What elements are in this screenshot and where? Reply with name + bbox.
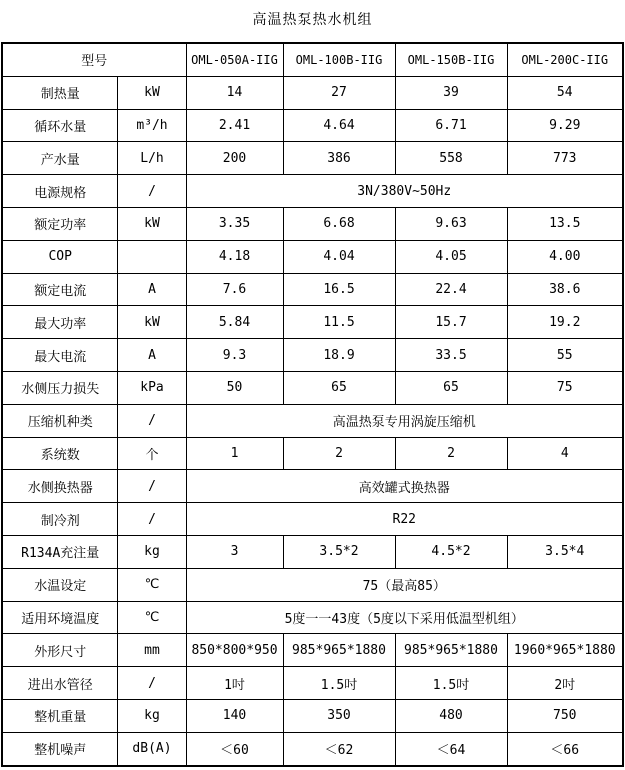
spec-row-unit: ℃ (118, 568, 186, 601)
spec-row-value: 4 (507, 437, 623, 470)
spec-row-unit: kW (118, 207, 186, 240)
spec-row-label: 水温设定 (2, 568, 118, 601)
spec-row-unit: kg (118, 699, 186, 732)
table-row (2, 732, 623, 765)
spec-row-value: 350 (283, 699, 395, 732)
spec-row-value: 6.71 (395, 109, 507, 142)
spec-row-merged-value: 高温热泵专用涡旋压缩机 (186, 404, 623, 437)
spec-row-value: 4.18 (186, 240, 283, 273)
spec-row-unit: / (118, 503, 186, 536)
spec-table (1, 42, 624, 767)
spec-row-value: 773 (507, 142, 623, 175)
spec-row-label: 制冷剂 (2, 503, 118, 536)
spec-row-merged-value: 3N/380V~50Hz (186, 175, 623, 208)
model-name-oml-200c: OML-200C-IIG (507, 43, 623, 76)
spec-row-value: 9.3 (186, 339, 283, 372)
spec-row-value: 3.35 (186, 207, 283, 240)
model-name-oml-100b: OML-100B-IIG (283, 43, 395, 76)
table-row (2, 207, 623, 240)
spec-row-value: 386 (283, 142, 395, 175)
table-row (2, 306, 623, 339)
spec-row-value: 2.41 (186, 109, 283, 142)
spec-row-value: 19.2 (507, 306, 623, 339)
spec-row-unit: A (118, 339, 186, 372)
table-row (2, 240, 623, 273)
spec-row-label: 产水量 (2, 142, 118, 175)
spec-row-label: 最大功率 (2, 306, 118, 339)
spec-row-value: 6.68 (283, 207, 395, 240)
spec-row-unit: m³/h (118, 109, 186, 142)
spec-row-label: 压缩机种类 (2, 404, 118, 437)
spec-row-value: 4.5*2 (395, 535, 507, 568)
spec-row-value: 1吋 (186, 667, 283, 700)
spec-row-value: 1960*965*1880 (507, 634, 623, 667)
spec-row-value: 985*965*1880 (283, 634, 395, 667)
spec-row-label: COP (2, 240, 118, 273)
model-name-oml-150b: OML-150B-IIG (395, 43, 507, 76)
spec-row-label: 水侧压力损失 (2, 371, 118, 404)
spec-row-merged-value: 75（最高85） (186, 568, 623, 601)
spec-row-value: 1.5吋 (283, 667, 395, 700)
spec-row-label: 水侧换热器 (2, 470, 118, 503)
spec-row-value: 2吋 (507, 667, 623, 700)
spec-row-unit: ℃ (118, 601, 186, 634)
table-row (2, 273, 623, 306)
spec-row-value: 1 (186, 437, 283, 470)
table-row (2, 109, 623, 142)
table-row (2, 568, 623, 601)
spec-row-value: 5.84 (186, 306, 283, 339)
spec-row-value: 39 (395, 76, 507, 109)
table-row (2, 634, 623, 667)
spec-row-value: 4.64 (283, 109, 395, 142)
spec-row-value: 33.5 (395, 339, 507, 372)
spec-row-value: 200 (186, 142, 283, 175)
spec-row-unit: kW (118, 76, 186, 109)
table-row (2, 339, 623, 372)
spec-row-unit: / (118, 667, 186, 700)
spec-row-value: 985*965*1880 (395, 634, 507, 667)
spec-row-value: 50 (186, 371, 283, 404)
table-row (2, 535, 623, 568)
spec-row-value: 4.04 (283, 240, 395, 273)
table-row (2, 142, 623, 175)
spec-row-label: 系统数 (2, 437, 118, 470)
model-header-label: 型号 (2, 43, 186, 76)
spec-row-value: 3 (186, 535, 283, 568)
spec-row-value: ＜62 (283, 732, 395, 765)
spec-row-value: 14 (186, 76, 283, 109)
spec-row-value: 3.5*4 (507, 535, 623, 568)
table-row (2, 667, 623, 700)
spec-row-value: 850*800*950 (186, 634, 283, 667)
spec-row-unit: A (118, 273, 186, 306)
spec-row-value: 3.5*2 (283, 535, 395, 568)
page-title: 高温热泵热水机组 (252, 12, 373, 28)
spec-row-label: 制热量 (2, 76, 118, 109)
table-row (2, 404, 623, 437)
spec-row-value: 38.6 (507, 273, 623, 306)
spec-row-value: 16.5 (283, 273, 395, 306)
spec-row-value: ＜66 (507, 732, 623, 765)
spec-row-value: 55 (507, 339, 623, 372)
spec-row-unit: / (118, 470, 186, 503)
spec-row-unit: dB(A) (118, 732, 186, 765)
spec-row-unit: L/h (118, 142, 186, 175)
spec-row-unit (118, 240, 186, 273)
spec-row-value: 22.4 (395, 273, 507, 306)
spec-row-unit: kPa (118, 371, 186, 404)
spec-row-label: R134A充注量 (2, 535, 118, 568)
table-row (2, 437, 623, 470)
spec-row-unit: / (118, 404, 186, 437)
spec-row-unit: / (118, 175, 186, 208)
spec-row-value: 9.29 (507, 109, 623, 142)
spec-row-value: 18.9 (283, 339, 395, 372)
spec-row-label: 进出水管径 (2, 667, 118, 700)
spec-row-value: 9.63 (395, 207, 507, 240)
spec-row-unit: kW (118, 306, 186, 339)
spec-row-label: 最大电流 (2, 339, 118, 372)
spec-row-value: ＜64 (395, 732, 507, 765)
spec-row-value: 7.6 (186, 273, 283, 306)
spec-row-value: 4.00 (507, 240, 623, 273)
spec-row-unit: 个 (118, 437, 186, 470)
table-row (2, 699, 623, 732)
table-row (2, 470, 623, 503)
spec-row-label: 适用环境温度 (2, 601, 118, 634)
spec-row-value: 54 (507, 76, 623, 109)
table-row (2, 503, 623, 536)
spec-row-merged-value: 5度一一43度（5度以下采用低温型机组） (186, 601, 623, 634)
spec-row-value: 750 (507, 699, 623, 732)
table-header-row (2, 43, 623, 76)
spec-row-label: 整机噪声 (2, 732, 118, 765)
spec-row-value: 13.5 (507, 207, 623, 240)
spec-row-unit: mm (118, 634, 186, 667)
spec-row-label: 外形尺寸 (2, 634, 118, 667)
spec-row-value: 1.5吋 (395, 667, 507, 700)
spec-row-value: ＜60 (186, 732, 283, 765)
spec-row-label: 整机重量 (2, 699, 118, 732)
spec-row-value: 558 (395, 142, 507, 175)
spec-row-label: 额定电流 (2, 273, 118, 306)
spec-row-label: 循环水量 (2, 109, 118, 142)
spec-row-value: 65 (283, 371, 395, 404)
table-row (2, 601, 623, 634)
model-name-oml-050a: OML-050A-IIG (186, 43, 283, 76)
spec-row-value: 75 (507, 371, 623, 404)
spec-row-merged-value: R22 (186, 503, 623, 536)
spec-row-value: 27 (283, 76, 395, 109)
spec-row-label: 额定功率 (2, 207, 118, 240)
spec-row-value: 2 (395, 437, 507, 470)
spec-row-label: 电源规格 (2, 175, 118, 208)
spec-row-value: 140 (186, 699, 283, 732)
table-row (2, 76, 623, 109)
spec-row-unit: kg (118, 535, 186, 568)
spec-row-value: 2 (283, 437, 395, 470)
table-row (2, 371, 623, 404)
spec-row-value: 65 (395, 371, 507, 404)
spec-row-value: 11.5 (283, 306, 395, 339)
spec-row-value: 480 (395, 699, 507, 732)
spec-row-merged-value: 高效罐式换热器 (186, 470, 623, 503)
spec-row-value: 15.7 (395, 306, 507, 339)
spec-row-value: 4.05 (395, 240, 507, 273)
table-row (2, 175, 623, 208)
